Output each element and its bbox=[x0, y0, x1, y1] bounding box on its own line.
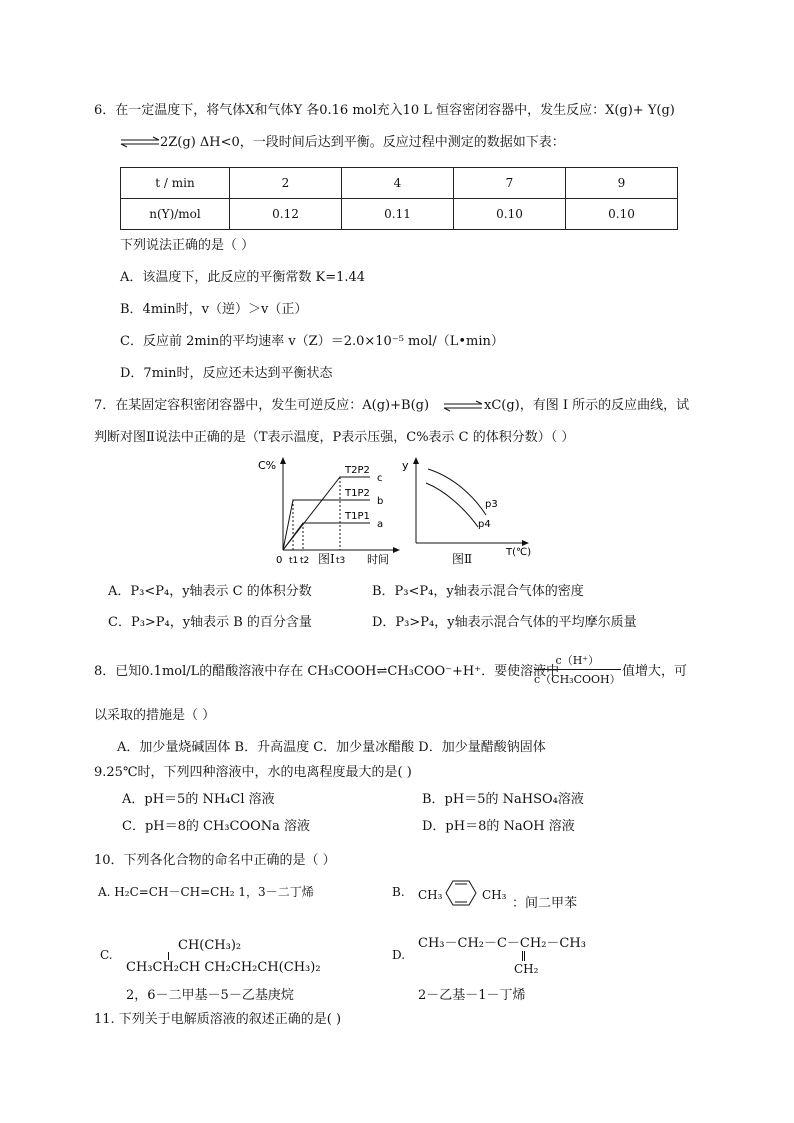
graph-1-curve-letter: c bbox=[377, 473, 383, 484]
q10-option-c-name: 2，6－二甲基－5－乙基庚烷 bbox=[126, 988, 294, 1003]
q7-option-d: D．P₃>P₄，y轴表示混合气体的平均摩尔质量 bbox=[372, 615, 637, 630]
graph-1-tick-t1: t1 bbox=[289, 556, 299, 566]
graph-1-ylabel: C% bbox=[258, 459, 277, 472]
q6-option-c: C．反应前 2min的平均速率 v（Z）＝2.0×10⁻⁵ mol/（L•min） bbox=[120, 334, 504, 349]
q6-prompt: 下列说法正确的是（ ） bbox=[120, 238, 255, 253]
q10-option-d-name: 2－乙基－1－丁烯 bbox=[418, 988, 526, 1003]
q10-option-b-left: CH₃ bbox=[418, 888, 443, 902]
q6-option-d: D．7min时，反应还未达到平衡状态 bbox=[120, 366, 333, 381]
graph-1-curve-b bbox=[283, 500, 370, 550]
benzene-ring-icon bbox=[444, 878, 478, 908]
graph-2-curve-label: p3 bbox=[485, 499, 498, 510]
q6-stem-line1: 6．在一定温度下，将气体X和气体Y 各0.16 mol充入10 L 恒容密闭容器中，发生反应：X(g)+ Y(g) bbox=[94, 103, 675, 118]
q10-option-c-bond bbox=[168, 952, 169, 960]
graph-1-curve-a bbox=[283, 523, 370, 550]
q9-option-d: D．pH＝8的 NaOH 溶液 bbox=[422, 819, 575, 834]
graph-1-xlabel: 时间 bbox=[367, 553, 389, 566]
q10-option-d-label: D. bbox=[392, 948, 406, 962]
q10-option-d-double-bond bbox=[522, 951, 525, 961]
table-cell: 4 bbox=[342, 168, 454, 199]
q7-stem-line1b: xC(g)，有图 I 所示的反应曲线，试 bbox=[484, 398, 690, 413]
table-cell: n(Y)/mol bbox=[121, 199, 230, 230]
q8-options: A．加少量烧碱固体 B．升高温度 C．加少量冰醋酸 D．加少量醋酸钠固体 bbox=[117, 740, 546, 755]
graph-1-tick-t3: t3 bbox=[336, 556, 346, 566]
graph-2-ylabel: y bbox=[402, 459, 409, 472]
q8-stem-line2: 以采取的措施是（ ） bbox=[94, 708, 216, 723]
q9-option-b: B．pH＝5的 NaHSO₄溶液 bbox=[422, 792, 584, 807]
q10-option-b-right: CH₃ bbox=[482, 888, 507, 902]
graph-1-tick-t2: t2 bbox=[300, 556, 310, 566]
q7-option-c: C．P₃>P₄，y轴表示 B 的百分含量 bbox=[108, 615, 312, 630]
table-cell: 0.12 bbox=[230, 199, 342, 230]
graph-1-curve-label: T1P1 bbox=[345, 511, 370, 522]
graph-1-origin: 0 bbox=[276, 555, 283, 566]
q7-stem-line2: 判断对图Ⅱ说法中正确的是（T表示温度，P表示压强，C%表示 C 的体积分数）（ ） bbox=[94, 430, 575, 445]
graph-1-curve-letter: b bbox=[377, 496, 384, 507]
q9-stem: 9.25℃时，下列四种溶液中，水的电离程度最大的是( ) bbox=[94, 765, 412, 780]
table-cell: 0.10 bbox=[454, 199, 566, 230]
q11-stem: 11. 下列关于电解质溶液的叙述正确的是( ) bbox=[94, 1012, 342, 1027]
q10-option-d-branch: CH₂ bbox=[514, 962, 539, 976]
q10-stem: 10．下列各化合物的命名中正确的是（ ） bbox=[94, 853, 336, 868]
table-row bbox=[121, 168, 678, 199]
q9-option-a: A．pH＝5的 NH₄Cl 溶液 bbox=[122, 792, 275, 807]
q8-fraction bbox=[534, 652, 621, 687]
equilibrium-arrow-icon bbox=[120, 136, 160, 148]
q7-option-a: A．P₃<P₄，y轴表示 C 的体积分数 bbox=[108, 584, 312, 599]
graph-2-curve-p3 bbox=[428, 469, 486, 515]
table-cell: 2 bbox=[230, 168, 342, 199]
q10-option-c-label: C. bbox=[100, 948, 113, 962]
graph-2 bbox=[398, 455, 548, 570]
equilibrium-arrow-icon bbox=[443, 400, 483, 412]
graph-2-xlabel: T(℃) bbox=[506, 547, 532, 558]
q8-fraction-denominator: c（CH₃COOH） bbox=[534, 673, 621, 686]
graph-1-curve-letter: a bbox=[377, 519, 384, 530]
table-cell: 0.11 bbox=[342, 199, 454, 230]
table-cell: t / min bbox=[121, 168, 230, 199]
q9-option-c: C．pH＝8的 CH₃COONa 溶液 bbox=[122, 819, 311, 834]
q8-stem-a: 8．已知0.1mol/L的醋酸溶液中存在 CH₃COOH⇌CH₃COO⁻+H⁺．要使溶液中 bbox=[94, 664, 560, 679]
graph-2-curve-p4 bbox=[426, 483, 478, 527]
q6-option-a: A．该温度下，此反应的平衡常数 K=1.44 bbox=[120, 270, 366, 285]
graph-1-curve-label: T2P2 bbox=[345, 465, 370, 476]
q10-option-b-label: B. bbox=[392, 885, 405, 899]
q10-option-a: A. H₂C=CH－CH=CH₂ 1，3－二丁烯 bbox=[98, 885, 314, 899]
q10-option-d-chain: CH₃－CH₂－C－CH₂－CH₃ bbox=[418, 936, 586, 951]
graph-1-caption: 图I bbox=[318, 552, 335, 566]
q6-stem-line2: 2Z(g) ΔH<0，一段时间后达到平衡。反应过程中测定的数据如下表： bbox=[160, 135, 565, 150]
q6-data-table bbox=[120, 167, 678, 230]
q7-option-b: B．P₃<P₄，y轴表示混合气体的密度 bbox=[372, 584, 584, 599]
q10-option-b-name: ：间二甲苯 bbox=[512, 896, 578, 911]
q8-fraction-numerator: c（H⁺） bbox=[534, 652, 621, 670]
table-cell: 9 bbox=[566, 168, 678, 199]
q7-stem-line1a: 7．在某固定容积密闭容器中，发生可逆反应：A(g)+B(g) bbox=[94, 398, 430, 413]
graph-2-curve-label: p4 bbox=[478, 519, 491, 530]
table-row bbox=[121, 199, 678, 230]
q10-option-c-branch: CH(CH₃)₂ bbox=[178, 938, 242, 953]
table-cell: 7 bbox=[454, 168, 566, 199]
q8-stem-b: 值增大，可 bbox=[622, 664, 688, 679]
table-cell: 0.10 bbox=[566, 199, 678, 230]
graph-1-curve-label: T1P2 bbox=[345, 488, 370, 499]
graph-2-caption: 图Ⅱ bbox=[452, 552, 473, 566]
q6-option-b: B．4min时，v（逆）＞v（正） bbox=[120, 302, 308, 317]
q10-option-c-chain: CH₃CH₂CH CH₂CH₂CH(CH₃)₂ bbox=[126, 960, 321, 975]
